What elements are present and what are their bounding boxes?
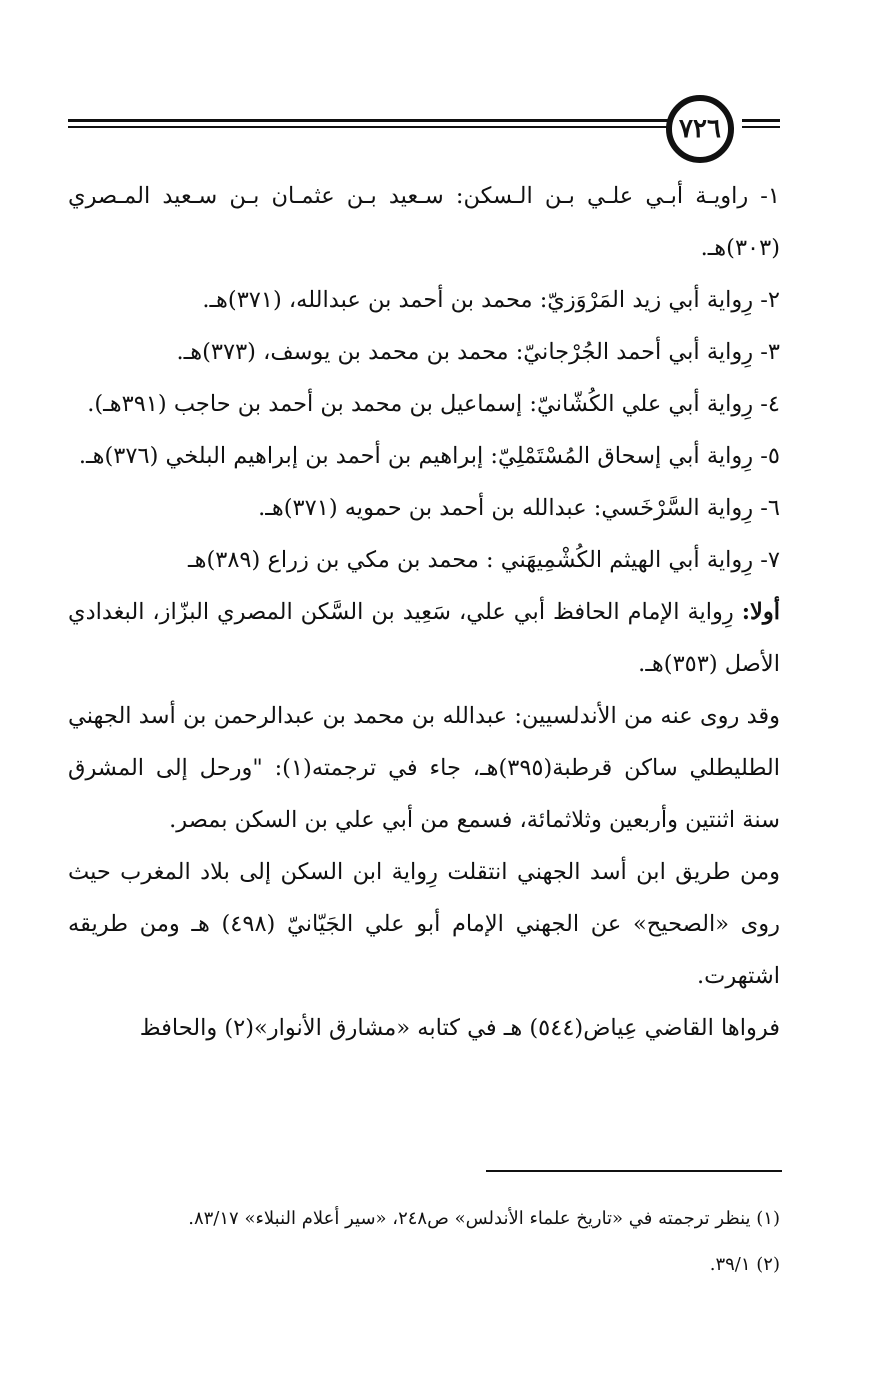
- list-item: [68, 326, 780, 378]
- header-rule-right-top: [742, 119, 780, 122]
- list-item: [68, 274, 780, 326]
- item-text: - رِواية السَّرْخَسي: عبدالله بن أحمد بن حمويه (٣٧١)هـ.: [258, 495, 768, 521]
- footnote-separator: [486, 1170, 782, 1172]
- item-number: ٦: [767, 495, 780, 521]
- section-text: رِواية الإمام الحافظ أبي علي، سَعِيد بن السَّكن المصري البزّاز، البغدادي الأصل (٣٥٣)هـ.: [68, 599, 780, 677]
- header-rule-right-bottom: [742, 126, 780, 128]
- footnotes: [68, 1196, 780, 1288]
- item-number: ٥: [767, 443, 780, 469]
- footnote: (٢) ٣٩/١.: [709, 1254, 780, 1275]
- item-text: - رِواية أبي الهيثم الكُشْمِيهَني : محمد بن مكي بن زراع (٣٨٩)هـ: [188, 547, 768, 573]
- list-item: [68, 430, 780, 482]
- item-text: - رِواية أبي زيد المَرْوَزيّ: محمد بن أحمد بن عبدالله، (٣٧١)هـ.: [202, 287, 768, 313]
- body-paragraph: وقد روى عنه من الأندلسيين: عبدالله بن محمد بن عبدالرحمن بن أسد الجهني الطليطلي ساكن قرطبة(٣٩٥)هـ، جاء في ترجمته(١): "ورحل إلى المشرق سنة اثنتين وأربعين وثلاثمائة، فسمع من أبي علي بن السكن بمصر.: [68, 703, 781, 833]
- header-rule-bottom: [68, 126, 668, 128]
- list-item: [68, 170, 780, 274]
- item-number: ٣: [767, 339, 780, 365]
- section-heading-paragraph: [68, 586, 780, 690]
- body-paragraph: فرواها القاضي عِياض(٥٤٤) هـ في كتابه «مشارق الأنوار»(٢) والحافظ: [139, 1015, 780, 1041]
- page-number: ٧٢٦: [679, 114, 721, 144]
- item-text: - رِواية أبي علي الكُشّانيّ: إسماعيل بن محمد بن أحمد بن حاجب (٣٩١هـ).: [87, 391, 768, 417]
- section-lead: أولا:: [741, 599, 780, 625]
- item-text: - راويـة أبـي علـي بـن الـسكن: سـعيد بـن عثمـان بـن سـعيد المـصري (٣٠٣)هـ.: [68, 183, 780, 261]
- list-item: [68, 378, 780, 430]
- item-number: ٢: [767, 287, 780, 313]
- page-number-badge: [666, 95, 734, 163]
- item-text: - رِواية أبي أحمد الجُرْجانيّ: محمد بن محمد بن يوسف، (٣٧٣)هـ.: [176, 339, 768, 365]
- body-paragraph: ومن طريق ابن أسد الجهني انتقلت رِواية ابن السكن إلى بلاد المغرب حيث روى «الصحيح» عن الجهني الإمام أبو علي الجَيّانيّ (٤٩٨) هـ ومن طريقه اشتهرت.: [68, 859, 780, 989]
- footnote: (١) ينظر ترجمته في «تاريخ علماء الأندلس» ص٢٤٨، «سير أعلام النبلاء» ٨٣/١٧.: [188, 1208, 780, 1229]
- item-text: - رِواية أبي إسحاق المُسْتَمْلِيّ: إبراهيم بن أحمد بن إبراهيم البلخي (٣٧٦)هـ.: [78, 443, 768, 469]
- page-header: [68, 95, 780, 163]
- item-number: ١: [767, 183, 780, 209]
- item-number: ٧: [767, 547, 780, 573]
- list-item: [68, 534, 780, 586]
- header-rule-top: [68, 119, 668, 122]
- list-item: [68, 482, 780, 534]
- item-number: ٤: [767, 391, 780, 417]
- main-text: [68, 170, 780, 1054]
